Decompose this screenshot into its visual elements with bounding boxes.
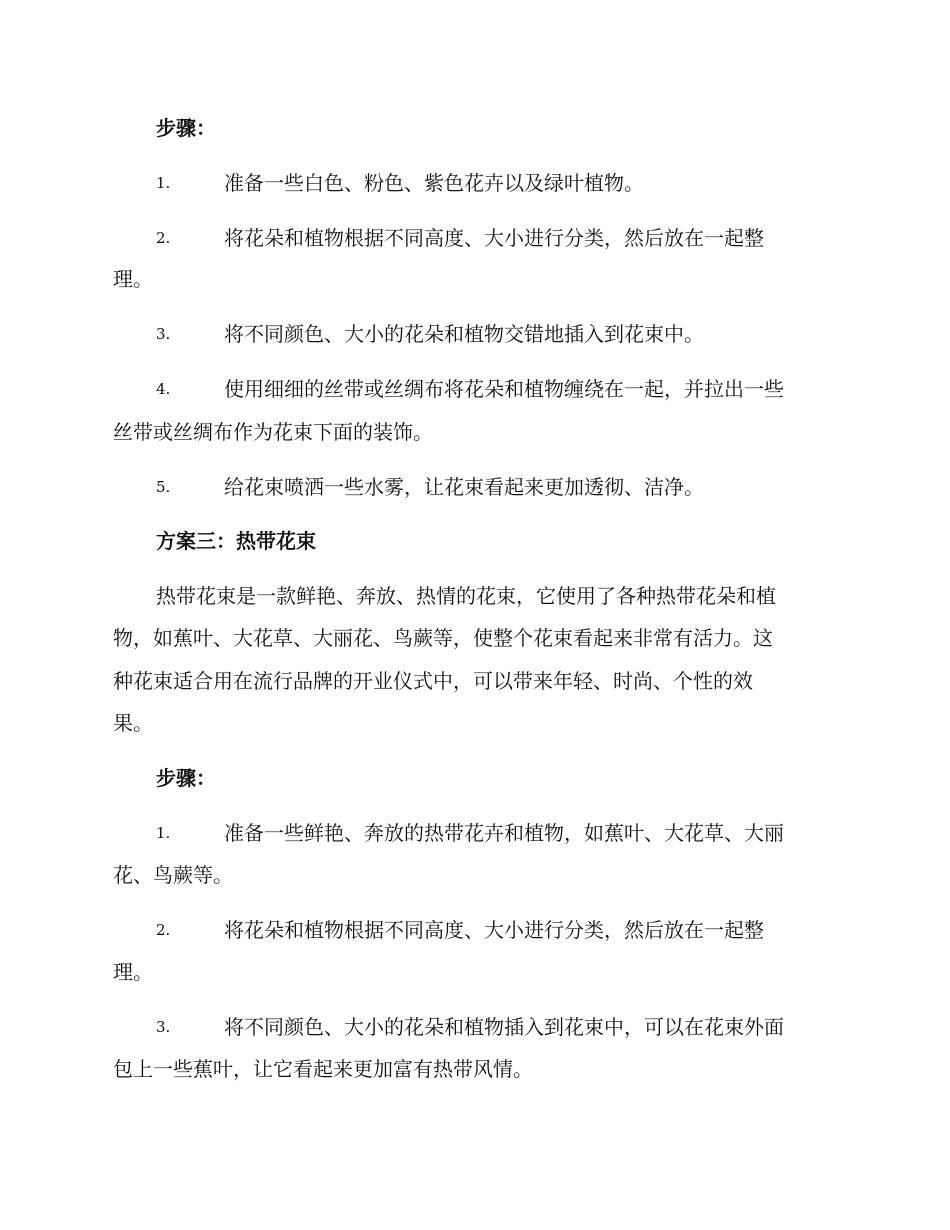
step-text: 将花朵和植物根据不同高度、大小进行分类，然后放在一起整 xyxy=(224,918,764,942)
plan-heading: 方案三：热带花束 xyxy=(156,529,316,553)
step-number: 5. xyxy=(156,478,171,496)
step-text-continued: 丝带或丝绸布作为花束下面的装饰。 xyxy=(113,420,433,444)
step-text: 将不同颜色、大小的花朵和植物插入到花束中，可以在花束外面 xyxy=(224,1015,784,1039)
step-number: 4. xyxy=(156,380,171,398)
step-text: 使用细细的丝带或丝绸布将花朵和植物缠绕在一起，并拉出一些 xyxy=(224,377,784,401)
step-number: 1. xyxy=(156,174,171,192)
step-text-continued: 包上一些蕉叶，让它看起来更加富有热带风情。 xyxy=(113,1057,533,1081)
step-text-continued: 花、鸟蕨等。 xyxy=(113,863,233,887)
step-text: 准备一些白色、粉色、紫色花卉以及绿叶植物。 xyxy=(224,171,644,195)
step-text-continued: 理。 xyxy=(113,267,153,291)
step-number: 3. xyxy=(156,1018,171,1036)
step-text: 将花朵和植物根据不同高度、大小进行分类，然后放在一起整 xyxy=(224,226,764,250)
paragraph-line: 物，如蕉叶、大花草、大丽花、鸟蕨等，使整个花束看起来非常有活力。这 xyxy=(113,626,773,650)
steps-heading: 步骤： xyxy=(156,116,216,140)
steps-heading: 步骤： xyxy=(156,766,216,790)
paragraph-line: 果。 xyxy=(113,711,153,735)
step-number: 2. xyxy=(156,921,171,939)
step-number: 1. xyxy=(156,824,171,842)
step-number: 2. xyxy=(156,229,171,247)
step-text: 将不同颜色、大小的花朵和植物交错地插入到花束中。 xyxy=(224,322,704,346)
step-text: 准备一些鲜艳、奔放的热带花卉和植物，如蕉叶、大花草、大丽 xyxy=(224,821,784,845)
step-text-continued: 理。 xyxy=(113,960,153,984)
step-number: 3. xyxy=(156,325,171,343)
paragraph-line: 种花束适合用在流行品牌的开业仪式中，可以带来年轻、时尚、个性的效 xyxy=(113,669,753,693)
step-text: 给花束喷洒一些水雾，让花束看起来更加透彻、洁净。 xyxy=(224,475,704,499)
paragraph-line: 热带花束是一款鲜艳、奔放、热情的花束，它使用了各种热带花朵和植 xyxy=(156,584,776,608)
